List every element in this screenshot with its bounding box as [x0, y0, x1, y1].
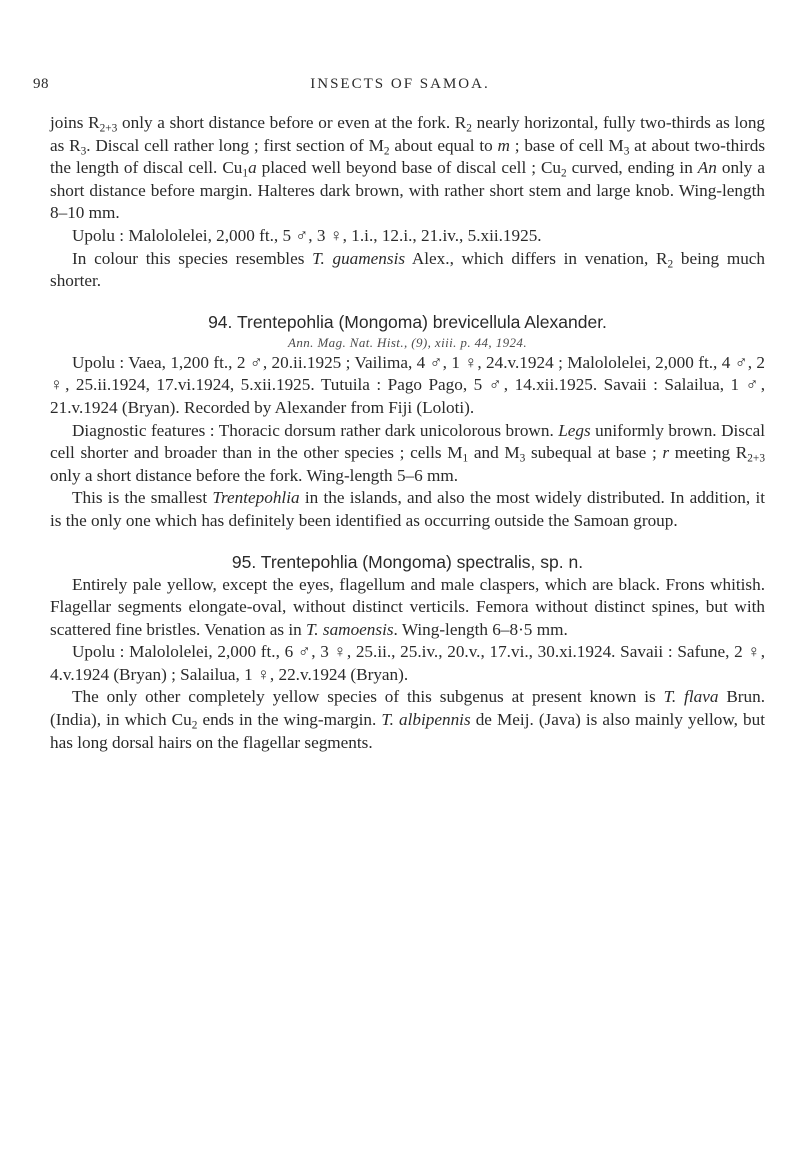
- comparison-remark: In colour this species resembles T. guamensis Alex., which differs in venation, $R_2$ being much shorter.: [50, 248, 766, 291]
- continued-description: joins $R_{2+3}$ only a short distance before or even at the fork. $R_2$ nearly horizontal, fully two-thirds as long as $R_3$. Discal cell rather long ; first section of $M_2$ about equal to m ; base of cell $M_3$ at about two-thirds the length of discal cell. $Cu_1a$ placed well beyond base of discal cell ; $Cu_2$ curved, ending in An only a short distance before margin. Halteres dark brown, with rather short stem and large knob. Wing-length 8–10 mm.: [50, 113, 766, 223]
- citation-94: Ann. Mag. Nat. Hist., (9), xiii. p. 44, 1924.: [288, 334, 527, 350]
- records-94: Upolu : Vaea, 1,200 ft., 2 ♂, 20.ii.1925 ; Vailima, 4 ♂, 1 ♀, 24.v.1924 ; Malololelei, 2,000 ft., 4 ♂, 2 ♀, 25.ii.1924, 17.vi.1924, 5.xii.1925. Tutuila : Pago Pago, 5 ♂, 14.xii.1925. Savaii : Salailua, 1 ♂, 21.v.1924 (Bryan). Recorded by Alexander from Fiji (Loloti).: [50, 352, 765, 417]
- species-heading-95: 95. Trentepohlia (Mongoma) spectralis, sp. n.: [231, 551, 584, 572]
- diagnosis-94: Diagnostic features : Thoracic dorsum rather dark unicolorous brown. Legs uniformly brown. Discal cell shorter and broader than in the other species ; cells $M_1$ and $M_3$ subequal at base ; r meeting $R_{2+3}$ only a short distance before the fork. Wing-length 5–6 mm.: [50, 420, 765, 485]
- locality-record: Upolu : Malololelei, 2,000 ft., 5 ♂, 3 ♀, 1.i., 12.i., 21.iv., 5.xii.1925.: [72, 225, 542, 245]
- species-heading-94: 94. Trentepohlia (Mongoma) brevicellula Alexander.: [208, 311, 607, 332]
- note-95: The only other completely yellow species of this subgenus at present known is T. flava Brun. (India), in which $Cu_2$ ends in the wing-margin. T. albipennis de Meij. (Java) is also mainly yellow, but has long dorsal hairs on the flagellar segments.: [50, 687, 765, 752]
- page-body: [50, 112, 765, 754]
- note-94: This is the smallest Trentepohlia in the islands, and also the most widely distributed. In addition, it is the only one which has definitely been identified as occurring outside the Samoan group.: [50, 488, 765, 530]
- records-95: Upolu : Malololelei, 2,000 ft., 6 ♂, 3 ♀, 25.ii., 25.iv., 20.v., 17.vi., 30.xi.1924. Savaii : Safune, 2 ♀, 4.v.1924 (Bryan) ; Salailua, 1 ♀, 22.v.1924 (Bryan).: [50, 642, 765, 684]
- running-title: INSECTS OF SAMOA.: [310, 76, 490, 92]
- page-number: 98: [33, 76, 49, 92]
- description-95: Entirely pale yellow, except the eyes, flagellum and male claspers, which are black. Frons whitish. Flagellar segments elongate-oval, without distinct verticils. Femora without distinct spines, but with scattered fine bristles. Venation as in T. samoensis. Wing-length 6–8·5 mm.: [50, 574, 765, 639]
